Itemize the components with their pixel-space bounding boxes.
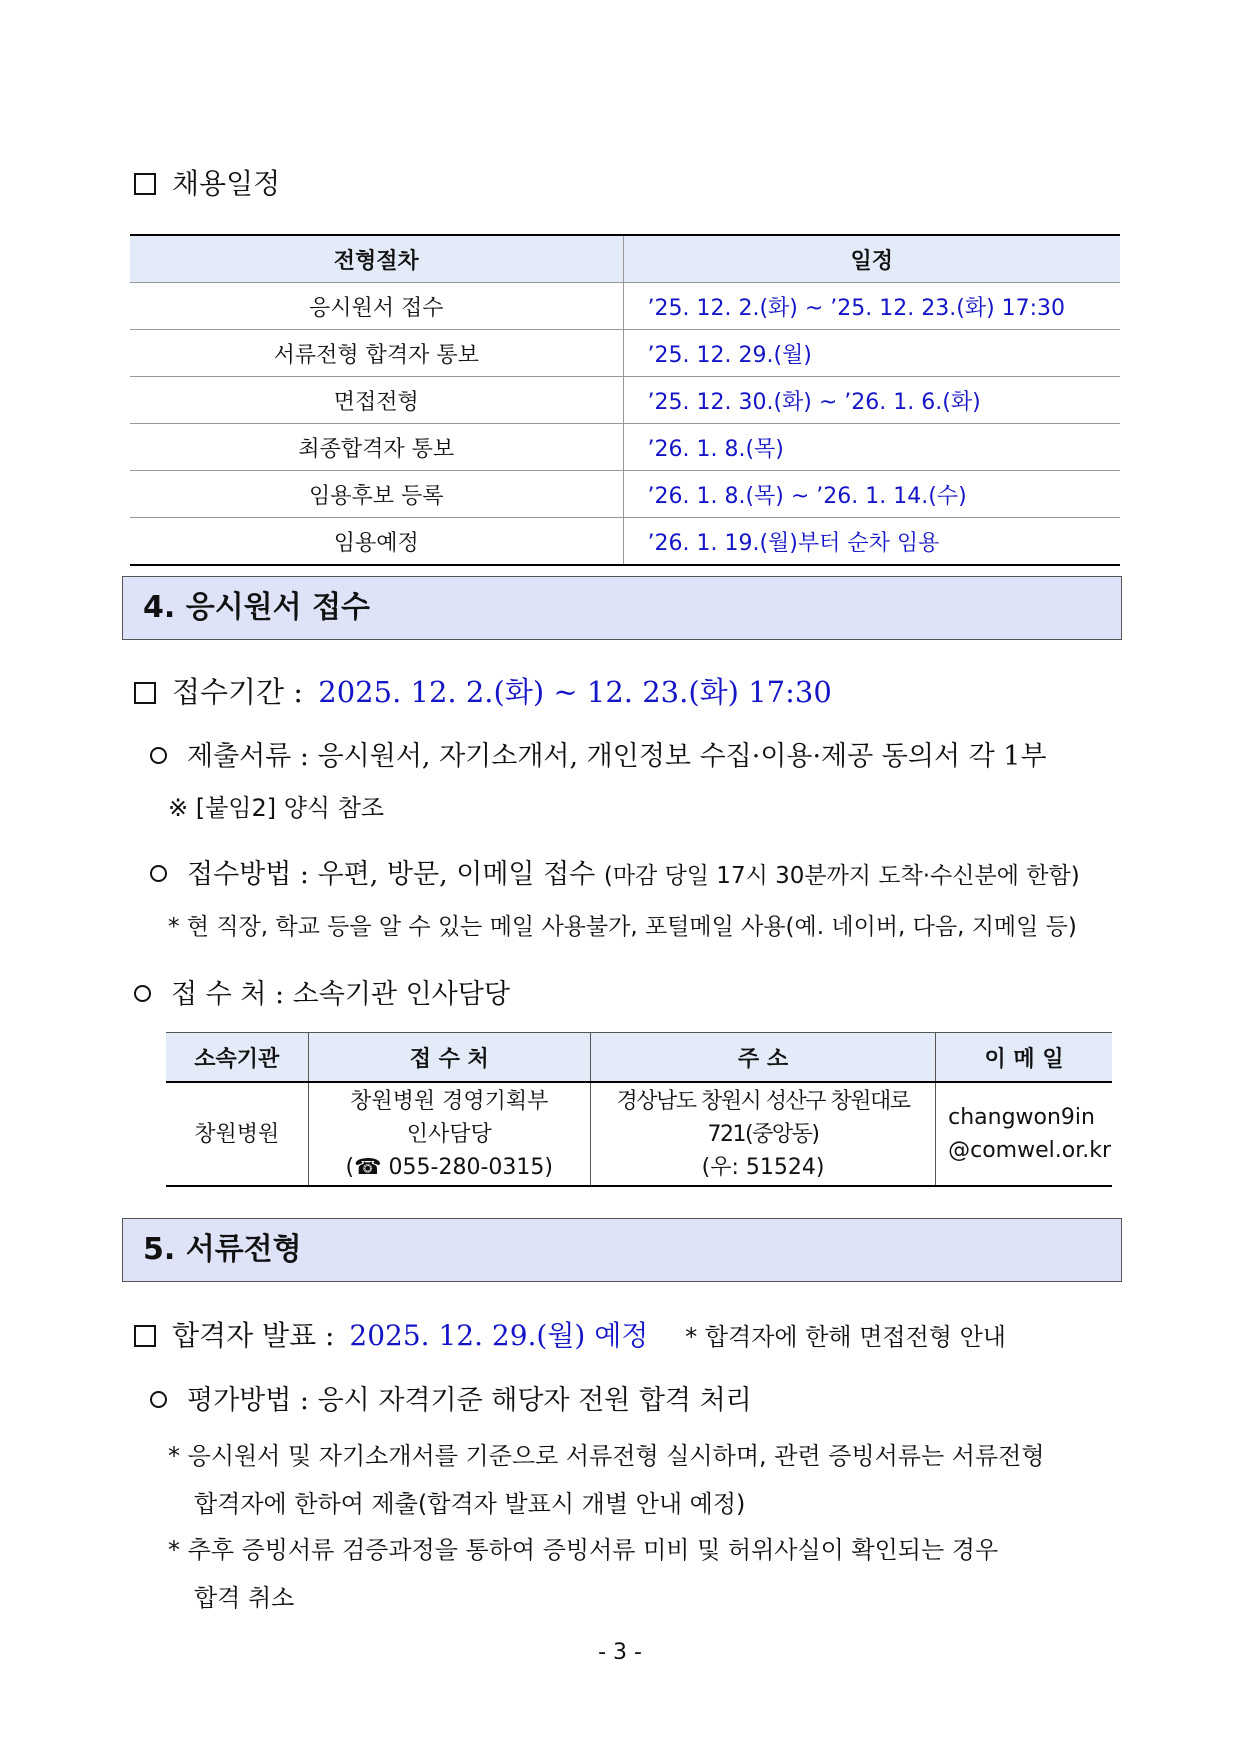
circle-bullet-icon (134, 985, 151, 1002)
announcement-line (134, 1314, 1006, 1354)
checkbox-square-icon (134, 173, 156, 195)
section4-title: 4. 응시원서 접수 (122, 576, 1122, 640)
checkbox-square-icon (134, 682, 156, 704)
schedule-header-date: 일정 (623, 235, 1120, 283)
telephone-icon: ☎ (354, 1154, 382, 1180)
table-row (130, 471, 1120, 518)
method-line: 접수방법 : 우편, 방문, 이메일 접수 (마감 당일 17시 30분까지 도착·수신분에 한함) (150, 852, 1080, 891)
schedule-header-step: 전형절차 (130, 235, 623, 283)
announce-value: 2025. 12. 29.(월) 예정 (349, 1319, 649, 1352)
reception-header-address: 주 소 (590, 1033, 935, 1083)
table-row (130, 518, 1120, 566)
documents-line: 제출서류 : 응시원서, 자기소개서, 개인정보 수집·이용·제공 동의서 각 1부 (150, 734, 1047, 773)
reception-header-office: 접 수 처 (308, 1033, 590, 1083)
schedule-date: ’26. 1. 19.(월)부터 순차 임용 (623, 518, 1120, 566)
circle-bullet-icon (150, 1391, 167, 1408)
reception-header-org: 소속기관 (166, 1033, 308, 1083)
period-label: 접수기간 : (172, 675, 304, 709)
table-row (130, 424, 1120, 471)
announce-label: 합격자 발표 : (172, 1319, 335, 1352)
schedule-date: ’25. 12. 29.(월) (623, 330, 1120, 377)
schedule-step: 응시원서 접수 (130, 283, 623, 330)
circle-bullet-icon (150, 865, 167, 882)
schedule-step: 임용예정 (130, 518, 623, 566)
reception-address: 경상남도 창원시 성산구 창원대로 721(중앙동) (우: 51524) (590, 1082, 935, 1186)
office-line: 접 수 처 : 소속기관 인사담당 (134, 972, 510, 1011)
note1-line2: 합격자에 한하여 제출(합격자 발표시 개별 안내 예정) (194, 1490, 746, 1518)
table-row (130, 330, 1120, 377)
table-row (130, 283, 1120, 330)
schedule-date: ’25. 12. 30.(화) ~ ’26. 1. 6.(화) (623, 377, 1120, 424)
reception-header-email: 이 메 일 (936, 1033, 1112, 1083)
schedule-step: 임용후보 등록 (130, 471, 623, 518)
table-row (130, 377, 1120, 424)
schedule-step: 최종합격자 통보 (130, 424, 623, 471)
page-number: - 3 - (598, 1640, 642, 1665)
schedule-step: 서류전형 합격자 통보 (130, 330, 623, 377)
email-note: * 현 직장, 학교 등을 알 수 있는 메일 사용불가, 포털메일 사용(예. 네이버, 다음, 지메일 등) (168, 914, 1077, 940)
announce-note: * 합격자에 한해 면접전형 안내 (685, 1323, 1006, 1351)
schedule-date: ’25. 12. 2.(화) ~ ’25. 12. 23.(화) 17:30 (623, 283, 1120, 330)
note2-line2: 합격 취소 (194, 1584, 295, 1612)
reception-table (166, 1032, 1112, 1187)
circle-bullet-icon (150, 747, 167, 764)
period-value: 2025. 12. 2.(화) ~ 12. 23.(화) 17:30 (318, 675, 832, 709)
evaluation-line: 평가방법 : 응시 자격기준 해당자 전원 합격 처리 (150, 1378, 752, 1417)
documents-note: ※ [붙임2] 양식 참조 (168, 794, 385, 822)
reception-office: 창원병원 경영기획부 인사담당 (☎ 055-280-0315) (308, 1082, 590, 1186)
checkbox-square-icon (134, 1325, 156, 1347)
schedule-date: ’26. 1. 8.(목) ~ ’26. 1. 14.(수) (623, 471, 1120, 518)
schedule-heading: 채용일정 (134, 162, 280, 202)
note2-line1: * 추후 증빙서류 검증과정을 통하여 증빙서류 미비 및 허위사실이 확인되는 경우 (168, 1536, 999, 1564)
reception-org: 창원병원 (166, 1082, 308, 1186)
reception-email: changwon9in @comwel.or.kr (936, 1082, 1112, 1186)
note1-line1: * 응시원서 및 자기소개서를 기준으로 서류전형 실시하며, 관련 증빙서류는 서류전형 (168, 1442, 1045, 1470)
section5-title: 5. 서류전형 (122, 1218, 1122, 1282)
schedule-table (130, 234, 1120, 566)
schedule-step: 면접전형 (130, 377, 623, 424)
office-phone: 055-280-0315 (388, 1154, 545, 1180)
schedule-date: ’26. 1. 8.(목) (623, 424, 1120, 471)
method-note: (마감 당일 17시 30분까지 도착·수신분에 한함) (603, 863, 1080, 889)
application-period (134, 670, 832, 711)
table-row (166, 1082, 1112, 1186)
